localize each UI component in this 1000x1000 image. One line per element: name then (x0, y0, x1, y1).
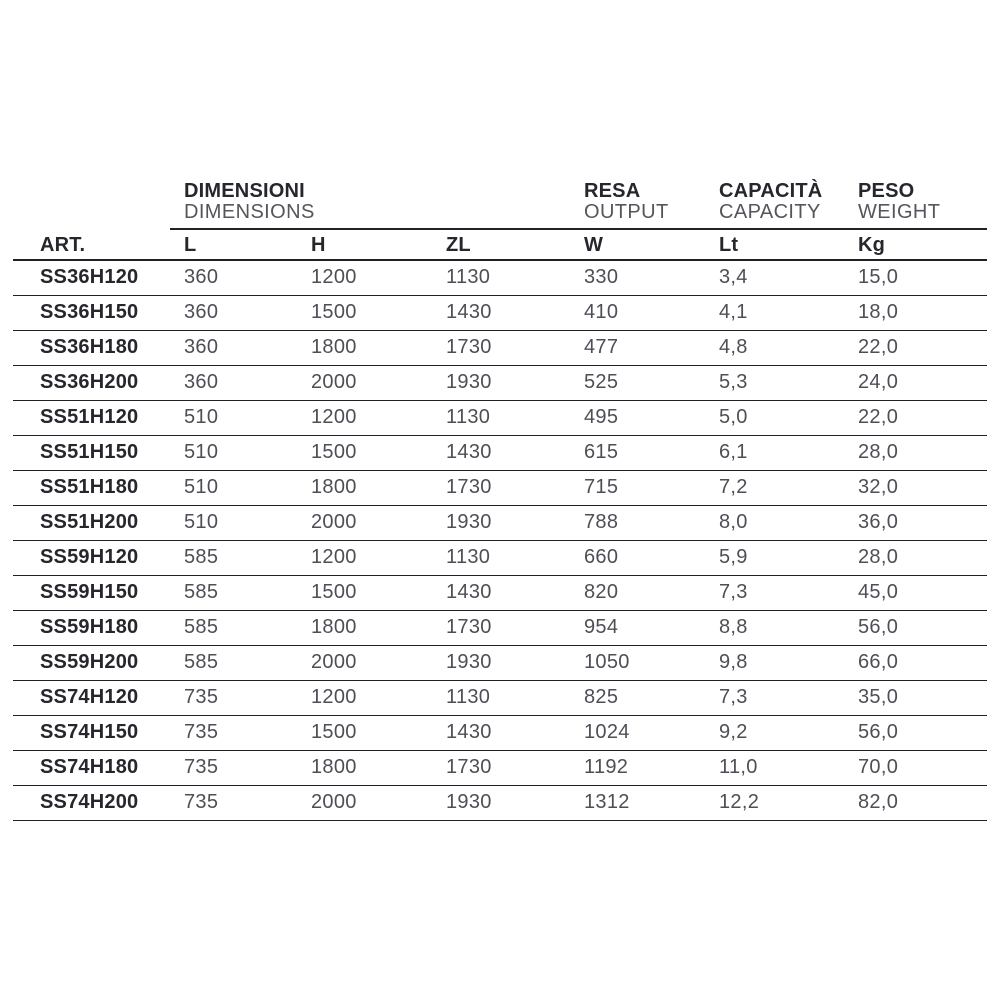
table-row (13, 366, 987, 401)
group-header-row (13, 178, 987, 228)
cell-lt: 8,8 (719, 616, 748, 638)
cell-l: 360 (184, 336, 219, 358)
cell-lt: 5,0 (719, 406, 748, 428)
cell-art: SS36H180 (40, 336, 139, 358)
cell-art: SS74H120 (40, 686, 139, 708)
cell-kg: 32,0 (858, 476, 899, 498)
cell-lt: 7,2 (719, 476, 748, 498)
cell-w: 1050 (584, 651, 630, 673)
cell-zl: 1730 (446, 336, 492, 358)
table-row (13, 716, 987, 751)
cell-h: 1800 (311, 616, 357, 638)
cell-kg: 82,0 (858, 791, 899, 813)
cell-l: 360 (184, 266, 219, 288)
group-header-capacity-it: CAPACITÀ (719, 180, 823, 202)
cell-w: 477 (584, 336, 619, 358)
cell-lt: 11,0 (719, 756, 758, 778)
group-header-weight-it: PESO (858, 180, 915, 202)
table-row (13, 786, 987, 821)
cell-h: 1200 (311, 546, 357, 568)
group-header-dimensions (170, 181, 570, 228)
table-row (13, 541, 987, 576)
cell-zl: 1430 (446, 441, 492, 463)
column-header-row (13, 230, 987, 261)
cell-w: 330 (584, 266, 619, 288)
cell-zl: 1930 (446, 371, 492, 393)
cell-l: 735 (184, 686, 219, 708)
cell-lt: 4,1 (719, 301, 748, 323)
cell-art: SS59H180 (40, 616, 139, 638)
cell-w: 525 (584, 371, 619, 393)
cell-h: 1200 (311, 266, 357, 288)
cell-zl: 1430 (446, 301, 492, 323)
group-header-output-it: RESA (584, 180, 641, 202)
table-row (13, 471, 987, 506)
spec-table (13, 178, 987, 821)
cell-h: 1500 (311, 301, 357, 323)
table-row (13, 436, 987, 471)
cell-w: 495 (584, 406, 619, 428)
cell-lt: 9,8 (719, 651, 748, 673)
cell-lt: 6,1 (719, 441, 748, 463)
cell-l: 510 (184, 441, 219, 463)
cell-art: SS51H150 (40, 441, 139, 463)
cell-kg: 28,0 (858, 441, 899, 463)
cell-kg: 56,0 (858, 616, 899, 638)
cell-lt: 9,2 (719, 721, 748, 743)
table-row (13, 401, 987, 436)
col-header-kg: Kg (858, 233, 886, 256)
cell-l: 735 (184, 791, 219, 813)
cell-art: SS59H200 (40, 651, 139, 673)
group-header-output-en: OUTPUT (584, 201, 669, 223)
cell-l: 585 (184, 651, 219, 673)
cell-kg: 24,0 (858, 371, 899, 393)
group-header-dimensions-en: DIMENSIONS (184, 201, 315, 223)
cell-zl: 1930 (446, 511, 492, 533)
cell-h: 1800 (311, 336, 357, 358)
cell-zl: 1430 (446, 581, 492, 603)
cell-h: 1200 (311, 406, 357, 428)
cell-h: 1500 (311, 441, 357, 463)
cell-zl: 1930 (446, 651, 492, 673)
table-body (13, 261, 987, 821)
cell-kg: 15,0 (858, 266, 899, 288)
cell-l: 585 (184, 546, 219, 568)
cell-zl: 1730 (446, 616, 492, 638)
cell-h: 1500 (311, 581, 357, 603)
cell-lt: 4,8 (719, 336, 748, 358)
cell-zl: 1930 (446, 791, 492, 813)
cell-w: 615 (584, 441, 619, 463)
cell-l: 510 (184, 406, 219, 428)
cell-h: 1800 (311, 476, 357, 498)
cell-art: SS74H180 (40, 756, 139, 778)
cell-art: SS74H150 (40, 721, 139, 743)
table-row (13, 646, 987, 681)
cell-zl: 1730 (446, 476, 492, 498)
cell-h: 1200 (311, 686, 357, 708)
cell-kg: 22,0 (858, 336, 899, 358)
cell-art: SS36H150 (40, 301, 139, 323)
table-row (13, 611, 987, 646)
cell-kg: 35,0 (858, 686, 899, 708)
group-header-weight (844, 181, 987, 228)
cell-art: SS51H180 (40, 476, 139, 498)
col-header-art: ART. (40, 233, 86, 256)
group-header-dimensions-it: DIMENSIONI (184, 180, 305, 202)
cell-l: 585 (184, 616, 219, 638)
cell-kg: 18,0 (858, 301, 899, 323)
group-header-spacer (13, 223, 170, 228)
table-row (13, 331, 987, 366)
cell-lt: 8,0 (719, 511, 748, 533)
cell-h: 1800 (311, 756, 357, 778)
cell-art: SS51H200 (40, 511, 139, 533)
table-row (13, 506, 987, 541)
cell-zl: 1130 (446, 546, 491, 568)
cell-h: 2000 (311, 651, 357, 673)
cell-zl: 1130 (446, 686, 491, 708)
cell-kg: 66,0 (858, 651, 899, 673)
cell-h: 2000 (311, 511, 357, 533)
cell-w: 660 (584, 546, 619, 568)
col-header-lt: Lt (719, 233, 739, 256)
cell-lt: 12,2 (719, 791, 760, 813)
table-row (13, 751, 987, 786)
cell-w: 410 (584, 301, 619, 323)
cell-l: 735 (184, 756, 219, 778)
cell-w: 788 (584, 511, 619, 533)
cell-zl: 1430 (446, 721, 492, 743)
cell-w: 820 (584, 581, 619, 603)
cell-kg: 36,0 (858, 511, 899, 533)
cell-art: SS59H150 (40, 581, 139, 603)
table-row (13, 261, 987, 296)
cell-lt: 3,4 (719, 266, 748, 288)
cell-w: 715 (584, 476, 619, 498)
cell-lt: 7,3 (719, 686, 748, 708)
cell-kg: 28,0 (858, 546, 899, 568)
cell-l: 360 (184, 371, 219, 393)
cell-zl: 1730 (446, 756, 492, 778)
cell-lt: 7,3 (719, 581, 748, 603)
cell-art: SS74H200 (40, 791, 139, 813)
group-header-capacity-en: CAPACITY (719, 201, 821, 223)
cell-l: 735 (184, 721, 219, 743)
col-header-l: L (184, 233, 197, 256)
cell-lt: 5,9 (719, 546, 748, 568)
group-header-output (570, 181, 705, 228)
cell-h: 2000 (311, 791, 357, 813)
cell-kg: 70,0 (858, 756, 899, 778)
cell-art: SS36H120 (40, 266, 139, 288)
cell-zl: 1130 (446, 406, 491, 428)
cell-w: 954 (584, 616, 619, 638)
cell-zl: 1130 (446, 266, 491, 288)
table-row (13, 681, 987, 716)
cell-w: 825 (584, 686, 619, 708)
cell-l: 510 (184, 511, 219, 533)
col-header-h: H (311, 233, 326, 256)
col-header-zl: ZL (446, 233, 471, 256)
cell-w: 1312 (584, 791, 630, 813)
cell-kg: 56,0 (858, 721, 899, 743)
cell-art: SS59H120 (40, 546, 139, 568)
cell-kg: 22,0 (858, 406, 899, 428)
cell-h: 1500 (311, 721, 357, 743)
table-row (13, 296, 987, 331)
group-header-capacity (705, 181, 844, 228)
cell-w: 1192 (584, 756, 629, 778)
cell-art: SS36H200 (40, 371, 139, 393)
cell-l: 510 (184, 476, 219, 498)
cell-w: 1024 (584, 721, 630, 743)
col-header-w: W (584, 233, 604, 256)
cell-lt: 5,3 (719, 371, 748, 393)
cell-art: SS51H120 (40, 406, 139, 428)
table-row (13, 576, 987, 611)
cell-h: 2000 (311, 371, 357, 393)
cell-kg: 45,0 (858, 581, 899, 603)
cell-l: 585 (184, 581, 219, 603)
group-header-weight-en: WEIGHT (858, 201, 941, 223)
cell-l: 360 (184, 301, 219, 323)
